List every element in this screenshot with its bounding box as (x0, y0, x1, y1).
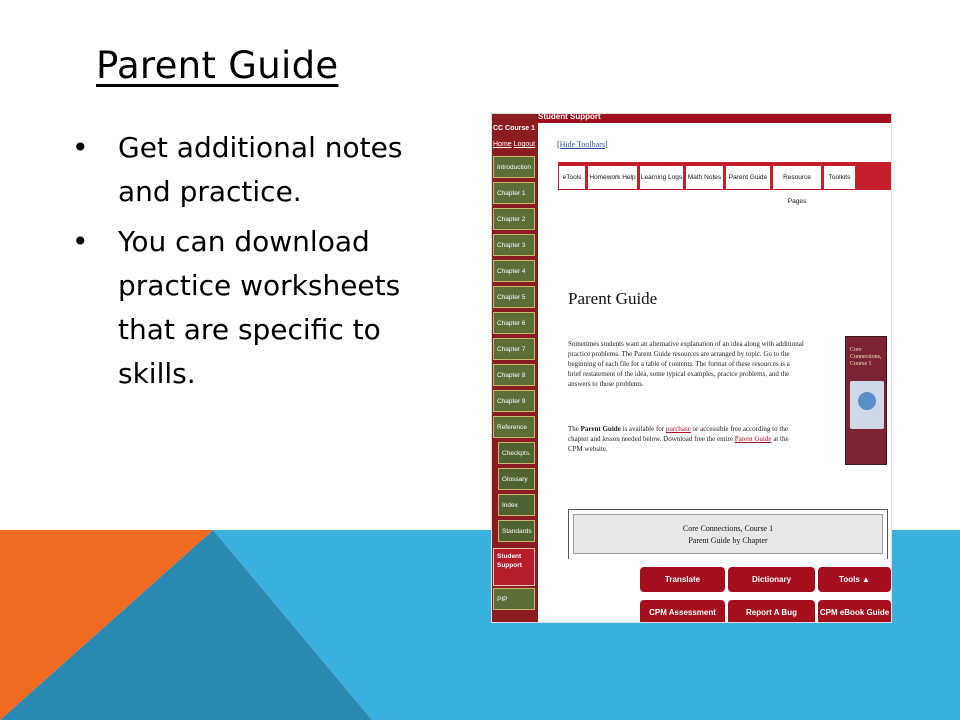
cpm-assessment-button[interactable]: CPM Assessment (640, 600, 725, 622)
parent-guide-bold: Parent Guide (580, 425, 621, 433)
nav-chapter-9[interactable]: Chapter 9 (493, 390, 535, 412)
page-title: Parent Guide (568, 289, 658, 308)
dictionary-button[interactable]: Dictionary (728, 567, 815, 592)
book-cover-globe (858, 392, 876, 410)
tab-bar (558, 162, 891, 205)
report-bug-button[interactable]: Report A Bug (728, 600, 815, 622)
tab-parent-guide[interactable]: Parent Guide (725, 165, 771, 190)
nav-introduction[interactable]: Introduction (493, 156, 535, 178)
bullet-item (68, 220, 458, 396)
nav-chapter-3[interactable]: Chapter 3 (493, 234, 535, 256)
tab-homework-help[interactable]: Homework Help (587, 165, 638, 190)
student-support-heading: Student Support (538, 114, 601, 121)
bottom-toolbar (538, 559, 891, 622)
table-heading-line2: Parent Guide by Chapter (688, 536, 768, 545)
tab-math-notes[interactable]: Math Notes (685, 165, 724, 190)
intro-paragraph: Sometimes students want an alternative explanation of an idea along with additional practice problems. The Parent Guide resources are arranged by topic. Go to the beginning of each file for a table of contents. The format of these resources is a brief restatement of the idea, some typical examples, practce problems, and the answers to those problems. (568, 340, 804, 388)
bullet-icon: • (72, 225, 89, 258)
nav-chapter-5[interactable]: Chapter 5 (493, 286, 535, 308)
ebook-guide-button[interactable]: CPM eBook Guide (818, 600, 891, 622)
book-cover-title: Core Connections, Course 1 (850, 347, 882, 367)
bullet-list (68, 126, 458, 402)
chapter-table-header (573, 514, 883, 554)
hide-toolbars[interactable]: [Hide Toolbars] (557, 140, 608, 149)
text-fragment: The (568, 425, 581, 433)
nav-chapter-7[interactable]: Chapter 7 (493, 338, 535, 360)
bullet-text: Get additional notes and practice. (118, 131, 403, 208)
table-heading-line1: Core Connections, Course 1 (682, 524, 774, 533)
bullet-item (68, 126, 458, 214)
tab-etools[interactable]: eTools (558, 165, 586, 190)
nav-student-support-line1: Student (497, 553, 522, 560)
nav-chapter-1[interactable]: Chapter 1 (493, 182, 535, 204)
nav-student-support[interactable] (493, 548, 535, 586)
slide-title: Parent Guide (96, 44, 339, 87)
translate-button[interactable]: Translate (640, 567, 725, 592)
home-link[interactable]: Home (493, 141, 512, 148)
logout-link[interactable]: Logout (513, 141, 536, 148)
website-screenshot (492, 114, 891, 622)
nav-index[interactable]: Index (498, 494, 535, 516)
nav-chapter-4[interactable]: Chapter 4 (493, 260, 535, 282)
bullet-icon: • (72, 131, 89, 164)
tab-learning-logs[interactable]: Learning Logs (639, 165, 684, 190)
nav-glossary[interactable]: Glossary (498, 468, 535, 490)
nav-links (493, 141, 537, 148)
nav-student-support-line2: Support (497, 562, 522, 569)
tab-toolkits[interactable]: Toolkits (823, 165, 856, 190)
bullet-text: You can download practice worksheets that are specific to skills. (118, 225, 401, 390)
hide-toolbars-link[interactable]: Hide Toolbars (559, 140, 605, 149)
text-fragment: is available for (620, 425, 666, 433)
nav-checkpoints[interactable]: Checkpts. (498, 442, 535, 464)
nav-chapter-2[interactable]: Chapter 2 (493, 208, 535, 230)
nav-pip[interactable]: PIP (493, 588, 535, 610)
text-fragment: at the CPM website. (568, 435, 789, 453)
book-cover-image (845, 336, 887, 465)
parent-guide-link[interactable]: Parent Guide (734, 435, 772, 443)
tab-resource-pages[interactable]: Resource Pages (772, 165, 822, 190)
nav-standards[interactable]: Standards (498, 520, 535, 542)
nav-chapter-6[interactable]: Chapter 6 (493, 312, 535, 334)
purchase-link[interactable]: purchase (665, 425, 691, 433)
text-fragment: or accessible free according to the chapter and lesson needed below. Download free the entire (568, 425, 788, 443)
nav-chapter-8[interactable]: Chapter 8 (493, 364, 535, 386)
tools-button[interactable]: Tools ▲ (818, 567, 891, 592)
nav-reference[interactable]: Reference (493, 416, 535, 438)
availability-paragraph (568, 424, 804, 454)
course-name: CC Course 1 (493, 125, 536, 132)
